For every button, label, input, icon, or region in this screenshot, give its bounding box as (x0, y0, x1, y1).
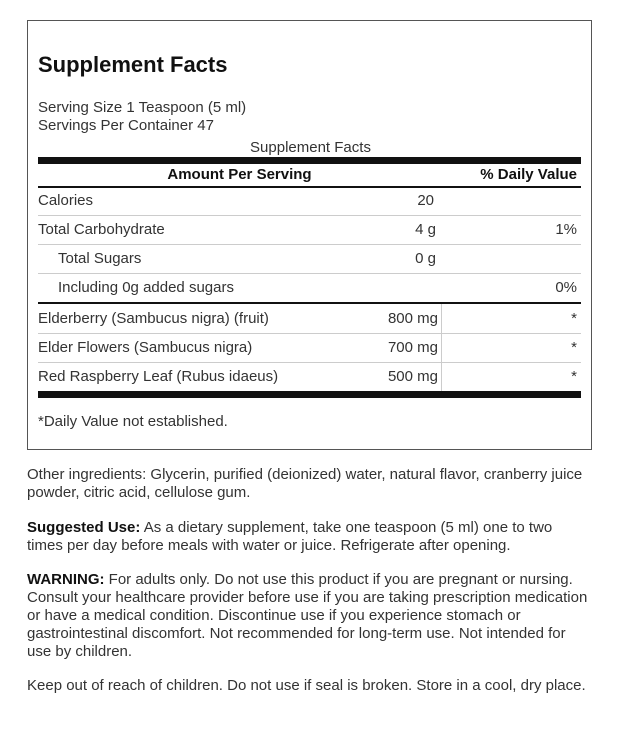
nutrient-amount: 20 (417, 192, 434, 209)
warning (27, 571, 592, 661)
ingredient-name: Red Raspberry Leaf (Rubus idaeus) (38, 368, 279, 385)
supplement-facts-panel (27, 20, 592, 450)
other-ingredients: Other ingredients: Glycerin, purified (deionized) water, natural flavor, cranberry juice powder, citric acid, cellulose gum. (27, 466, 583, 501)
storage-instructions: Keep out of reach of children. Do not use if seal is broken. Store in a cool, dry place. (27, 677, 586, 694)
ingredient-daily-value: * (571, 339, 577, 356)
nutrient-name: Total Sugars (58, 250, 142, 267)
daily-value-footnote: *Daily Value not established. (38, 413, 228, 430)
facts-title: Supplement Facts (38, 52, 228, 77)
ingredient-amount: 800 mg (387, 310, 438, 327)
ingredient-daily-value: * (571, 310, 577, 327)
ingredient-amount: 700 mg (387, 339, 438, 356)
suggested-use-label: Suggested Use: (27, 519, 141, 536)
serving-size: Serving Size 1 Teaspoon (5 ml) (38, 99, 247, 116)
nutrient-row-total-carbohydrate (38, 215, 581, 244)
nutrient-name: Calories (38, 192, 94, 209)
ingredient-row-elder-flowers (38, 333, 581, 362)
nutrient-amount: 0 g (415, 250, 436, 267)
ingredient-row-red-raspberry-leaf (38, 362, 581, 391)
warning-text: For adults only. Do not use this product if you are pregnant or nursing. Consult your healthcare provider before use if you are taking prescription medication or have a medical condition. Discontinue use if you experience stomach or gastrointestinal discomfort. Not recommended for long-term use. Not intended for use by children. (27, 571, 588, 660)
header-daily-value: % Daily Value (480, 166, 577, 183)
nutrient-row-added-sugars (38, 273, 581, 302)
bottom-thick-bar (38, 391, 581, 398)
suggested-use-text: As a dietary supplement, take one teaspoon (5 ml) one to two times per day before meals with water or juice. Refrigerate after opening. (27, 519, 553, 554)
ingredient-name: Elderberry (Sambucus nigra) (fruit) (38, 310, 269, 327)
table-caption: Supplement Facts (250, 139, 371, 156)
top-thick-bar (38, 157, 581, 164)
nutrient-daily-value: 0% (555, 279, 577, 296)
nutrient-amount: 4 g (415, 221, 436, 238)
nutrient-daily-value: 1% (555, 221, 577, 238)
nutrient-row-calories (38, 186, 581, 215)
serving-info (38, 99, 246, 135)
warning-label: WARNING: (27, 571, 105, 588)
ingredient-row-elderberry (38, 304, 581, 333)
header-amount-per-serving: Amount Per Serving (167, 166, 312, 183)
ingredient-amount: 500 mg (387, 368, 438, 385)
ingredient-daily-value: * (571, 368, 577, 385)
servings-per-container: Servings Per Container 47 (38, 117, 214, 134)
suggested-use (27, 519, 592, 555)
nutrient-name: Including 0g added sugars (58, 279, 234, 296)
nutrient-name: Total Carbohydrate (38, 221, 165, 238)
nutrient-row-total-sugars (38, 244, 581, 273)
ingredient-name: Elder Flowers (Sambucus nigra) (38, 339, 253, 356)
table-header (38, 164, 581, 186)
